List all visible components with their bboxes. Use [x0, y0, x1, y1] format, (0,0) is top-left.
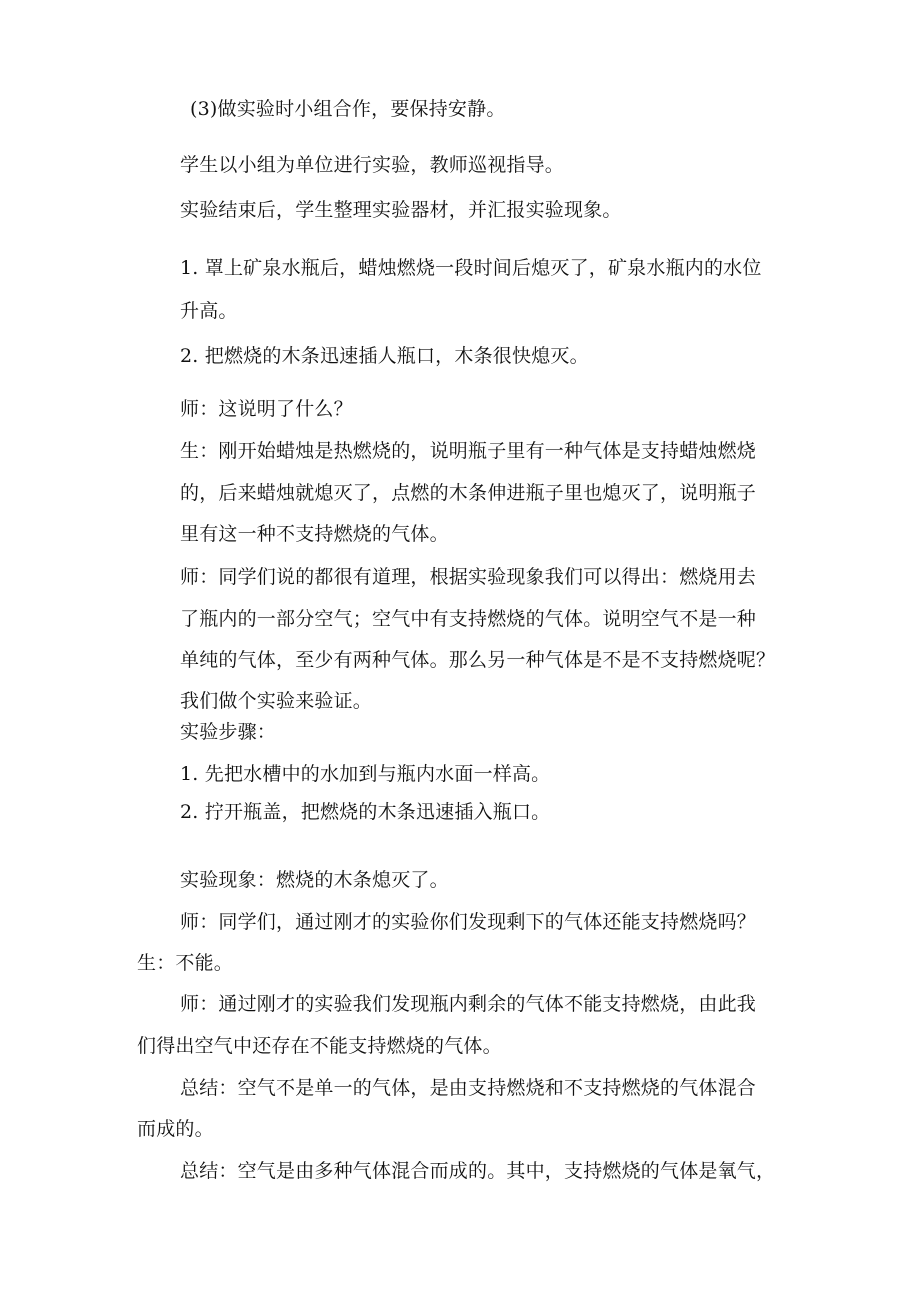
text-line: 了瓶内的一部分空气；空气中有支持燃烧的气体。说明空气不是一种	[180, 608, 757, 630]
text-line: 师：同学们，通过刚才的实验你们发现剩下的气体还能支持燃烧吗？	[180, 911, 757, 933]
text-line: 的，后来蜡烛就熄灭了，点燃的木条伸进瓶子里也熄灭了，说明瓶子	[180, 482, 757, 504]
text-line: 师：通过刚才的实验我们发现瓶内剩余的气体不能支持燃烧，由此我	[180, 993, 757, 1015]
text-line: 1. 罩上矿泉水瓶后，蜡烛燃烧一段时间后熄灭了，矿泉水瓶内的水位	[180, 257, 762, 279]
text-line: 2. 把燃烧的木条迅速插人瓶口，木条很快熄灭。	[180, 345, 589, 367]
text-line: 学生以小组为单位进行实验，教师巡视指导。	[180, 154, 565, 176]
text-line: 里有这一种不支持燃烧的气体。	[180, 523, 449, 545]
text-line: 1. 先把水槽中的水加到与瓶内水面一样高。	[180, 763, 551, 785]
text-line: 师：这说明了什么？	[180, 398, 353, 420]
text-line: 实验步骤：	[180, 721, 277, 743]
text-line: 师：同学们说的都很有道理，根据实验现象我们可以得出：燃烧用去	[180, 566, 757, 588]
text-line: 实验结束后，学生整理实验器材，并汇报实验现象。	[180, 199, 622, 221]
text-line: 升高。	[180, 300, 238, 322]
text-line: 2. 拧开瓶盖，把燃烧的木条迅速插入瓶口。	[180, 801, 551, 823]
text-line: 单纯的气体，至少有两种气体。那么另一种气体是不是不支持燃烧呢？	[180, 649, 776, 671]
text-line: 们得出空气中还存在不能支持燃烧的气体。	[137, 1035, 502, 1057]
text-line: 总结：空气不是单一的气体，是由支持燃烧和不支持燃烧的气体混合	[180, 1077, 757, 1099]
text-line: 生：刚开始蜡烛是热燃烧的，说明瓶子里有一种气体是支持蜡烛燃烧	[180, 440, 757, 462]
text-line: 实验现象：燃烧的木条熄灭了。	[180, 869, 449, 891]
text-line: 总结：空气是由多种气体混合而成的。其中，支持燃烧的气体是氧气，	[180, 1160, 776, 1182]
text-line: 生：不能。	[137, 952, 234, 974]
text-line: (3)做实验时小组合作，要保持安静。	[190, 98, 506, 120]
text-line: 我们做个实验来验证。	[180, 690, 373, 712]
text-line: 而成的。	[137, 1118, 214, 1140]
